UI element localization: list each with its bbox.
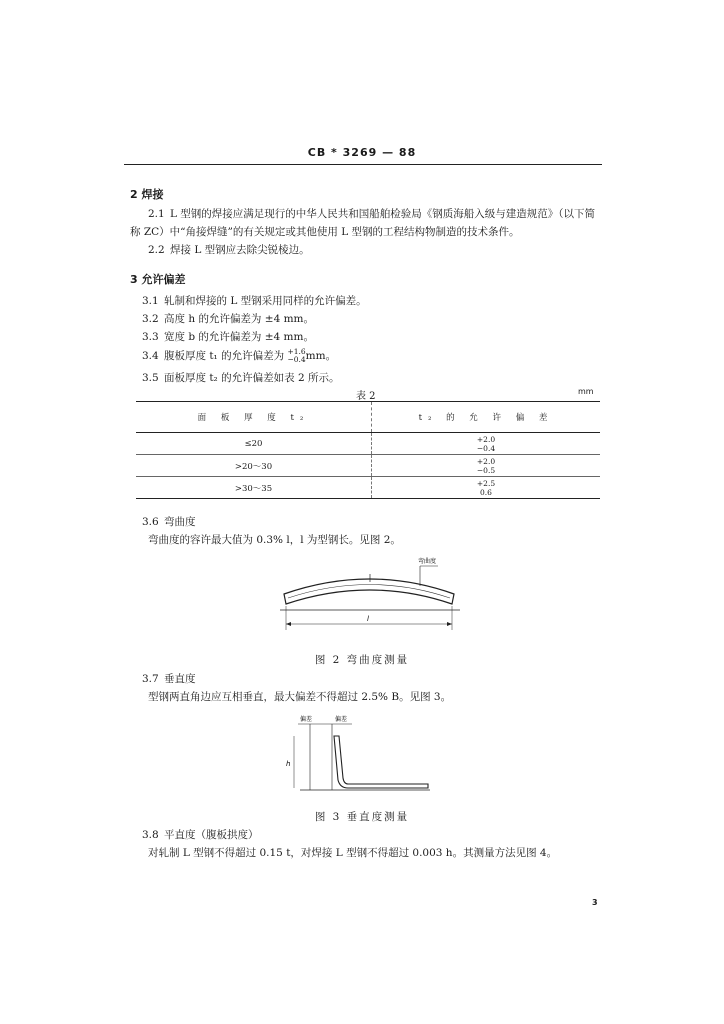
- para-2-2: 2.2 焊接 L 型钢应去除尖锐棱边。: [148, 244, 310, 256]
- table-unit: mm: [578, 387, 594, 396]
- item-3-1: 3.1 轧制和焊接的 L 型钢采用同样的允许偏差。: [142, 295, 367, 307]
- tolerance-table: [136, 401, 600, 499]
- item-3-2: 3.2 高度 h 的允许偏差为 ±4 mm。: [142, 313, 315, 325]
- item-3-4: 3.4 腹板厚度 t₁ 的允许偏差为 +1.6 −0.4mm。: [142, 347, 337, 364]
- item-3-7-text: 型钢两直角边应互相垂直，最大偏差不得超过 2.5% B。见图 3。: [148, 691, 452, 703]
- table-row: >30～35 +2.5 0.6: [136, 477, 600, 499]
- item-3-6-title: 3.6 弯曲度: [142, 516, 196, 528]
- figure-2-caption: 图 2 弯曲度测量: [314, 654, 410, 666]
- figure-3-perpendicularity: [280, 712, 440, 802]
- page-number: 3: [592, 898, 598, 907]
- fig2-label: 弯曲度: [418, 558, 437, 565]
- item-3-3: 3.3 宽度 b 的允许偏差为 ±4 mm。: [142, 331, 314, 343]
- header-rule: [124, 164, 602, 165]
- item-3-8-title: 3.8 平直度（腹板拱度）: [142, 829, 259, 841]
- header-standard-code: CB * 3269 — 88: [307, 146, 417, 159]
- fig3-deviation-a: 偏差: [300, 716, 313, 723]
- table-header-thickness: 面 板 厚 度 t₂: [136, 402, 372, 433]
- item-3-6-text: 弯曲度的容许最大值为 0.3% l，l 为型钢长。见图 2。: [148, 534, 401, 546]
- figure-2-curvature: [270, 552, 470, 642]
- section-3-title: 3 允许偏差: [130, 273, 186, 286]
- figure-3-caption: 图 3 垂直度测量: [314, 811, 410, 823]
- tolerance-lower: −0.4: [287, 355, 306, 364]
- para-2-1-line2: 称 ZC）中“角接焊缝”的有关规定或其他使用 L 型钢的工程结构物制造的技术条件。: [130, 226, 520, 238]
- tolerance-upper: +1.6: [287, 347, 306, 356]
- item-3-8-text: 对轧制 L 型钢不得超过 0.15 t，对焊接 L 型钢不得超过 0.003 h。其测量方法见图 4。: [148, 847, 558, 859]
- section-2-title: 2 焊接: [130, 188, 164, 201]
- table-header-row: [136, 402, 600, 433]
- table-row: ≤20 +2.0 −0.4: [136, 433, 600, 455]
- item-3-5: 3.5 面板厚度 t₂ 的允许偏差如表 2 所示。: [142, 372, 340, 384]
- item-3-7-title: 3.7 垂直度: [142, 673, 196, 685]
- para-2-1-line1: 2.1 L 型钢的焊接应满足现行的中华人民共和国船舶检验局《钢质海船入级与建造规范》（以下简: [148, 208, 596, 220]
- fig2-length-label: l: [367, 615, 369, 623]
- table-header-tolerance: t₂ 的 允 许 偏 差: [372, 402, 601, 433]
- table-row: >20～30 +2.0 −0.5: [136, 455, 600, 477]
- table-caption: 表 2: [356, 391, 376, 402]
- fig3-deviation-b: 偏差: [335, 716, 348, 723]
- fig3-height-label: h: [286, 760, 291, 768]
